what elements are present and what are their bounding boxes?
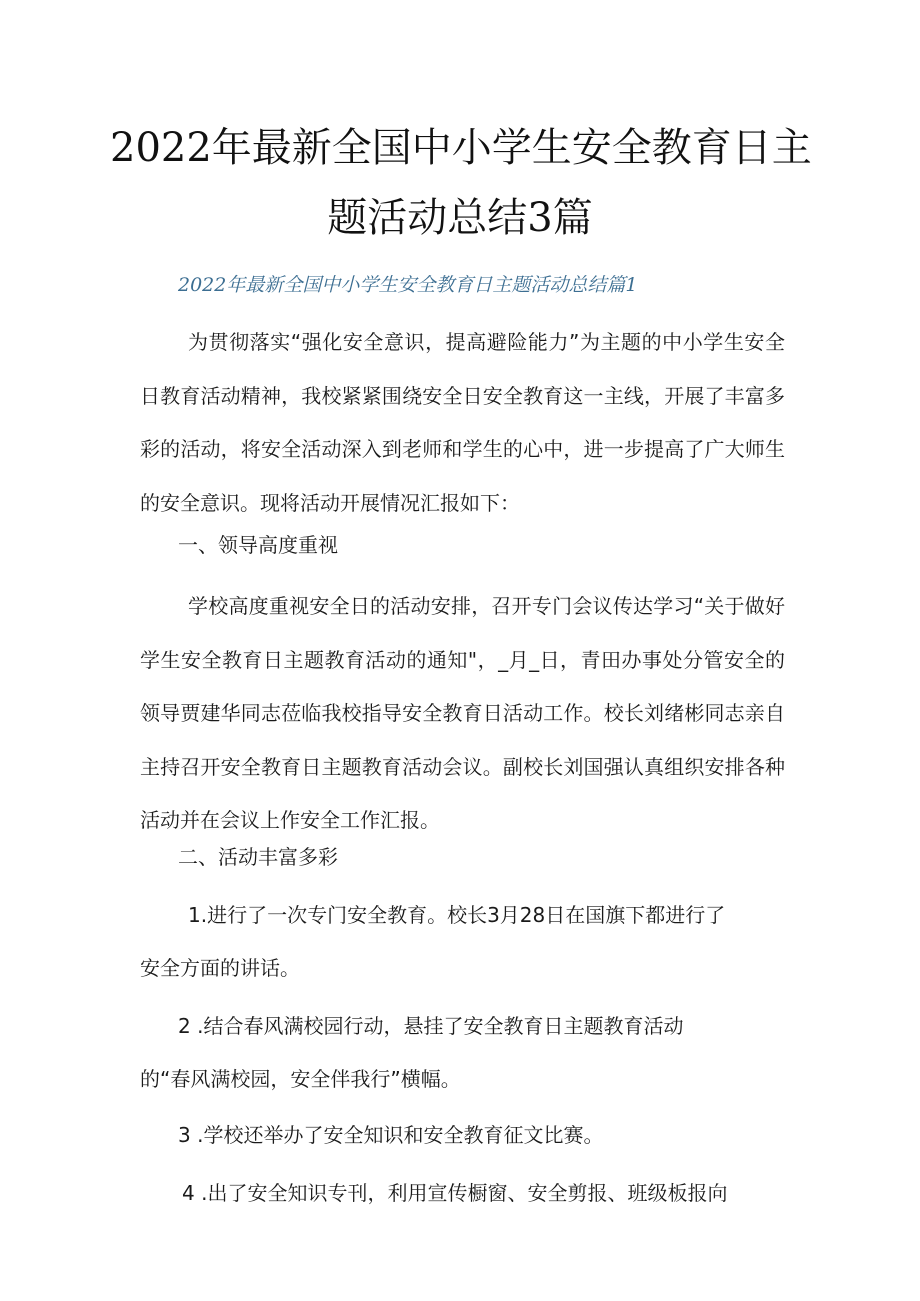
section-heading-leadership: 一、领导高度重视: [178, 533, 338, 557]
document-subtitle: 2022年最新全国中小学生安全教育日主题活动总结篇1: [178, 274, 638, 296]
list-item-1-line-2: 安全方面的讲话。: [140, 956, 300, 980]
list-item-2-line-2: 的“春风满校园，安全伴我行”横幅。: [140, 1067, 461, 1091]
leadership-paragraph: 学校高度重视安全日的活动安排，召开专门会议传达学习“关于做好学生安全教育日主题教育活动的通知"，_月_日，青田办事处分管安全的领导贾建华同志莅临我校指导安全教育日活动工作。校长刘绪彬同志亲自主持召开安全教育日主题教育活动会议。副校长刘国强认真组织安排各种活动并在会议上作安全工作汇报。: [140, 594, 785, 832]
list-item-1-line-1: 1.进行了一次专门安全教育。校长3月28日在国旗下都进行了: [188, 903, 726, 927]
document-title-line-1: 2022年最新全国中小学生安全教育日主: [110, 125, 812, 171]
list-item-3-line-1: 3 .学校还举办了安全知识和安全教育征文比赛。: [178, 1123, 604, 1147]
list-item-2-line-1: 2 .结合春风满校园行动，悬挂了安全教育日主题教育活动: [178, 1014, 684, 1038]
section-heading-activities: 二、活动丰富多彩: [178, 845, 338, 869]
intro-paragraph: 为贯彻落实“强化安全意识，提高避险能力”为主题的中小学生安全日教育活动精神，我校紧紧围绕安全日安全教育这一主线，开展了丰富多彩的活动，将安全活动深入到老师和学生的心中，进一步提高了广大师生的安全意识。现将活动开展情况汇报如下：: [140, 330, 785, 515]
document-title-line-2: 题活动总结3篇: [327, 195, 593, 241]
list-item-4-line-1: 4 .出了安全知识专刊，利用宣传橱窗、安全剪报、班级板报向: [182, 1181, 728, 1205]
